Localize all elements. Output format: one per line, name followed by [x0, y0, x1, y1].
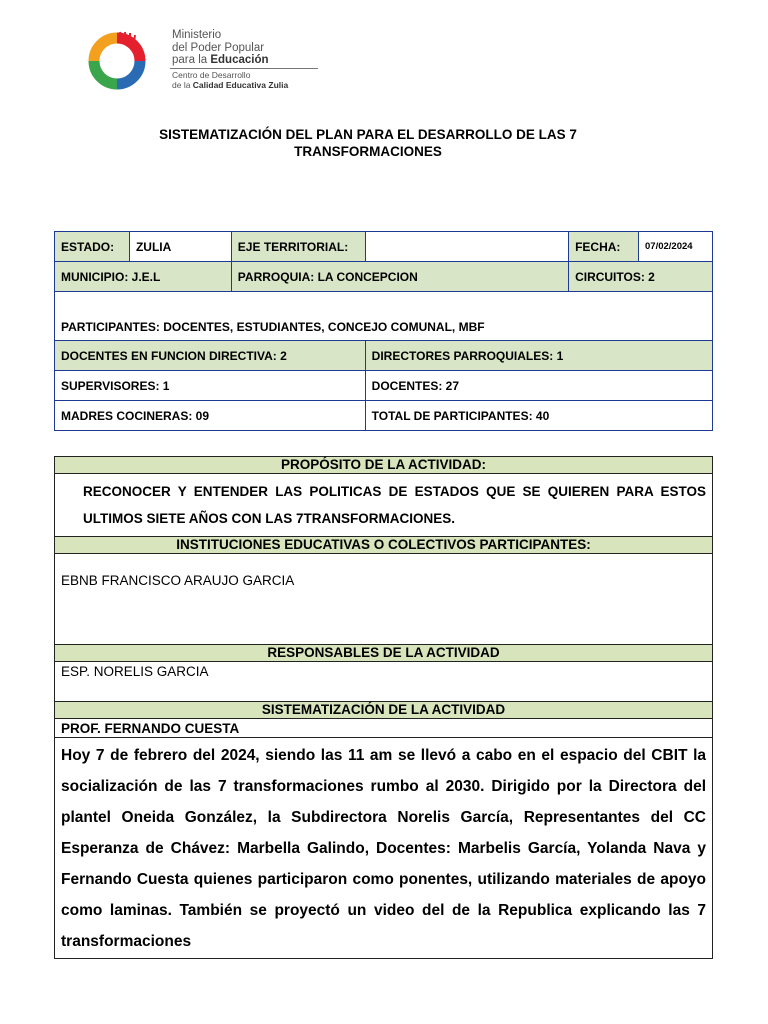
eje-label: EJE TERRITORIAL: [231, 232, 365, 262]
eje-value [365, 232, 568, 262]
logo-ring-icon [82, 30, 152, 92]
sistematizacion-author: PROF. FERNANDO CUESTA [55, 719, 713, 738]
responsables-text: ESP. NORELIS GARCIA [55, 662, 713, 702]
proposito-text: RECONOCER Y ENTENDER LAS POLITICAS DE ESTADOS QUE SE QUIEREN PARA ESTOS ULTIMOS SIETE AÑOS CON LAS 7TRANSFORMACIONES. [55, 474, 713, 537]
madres-cocineras: MADRES COCINERAS: 09 [55, 401, 366, 431]
info-table [54, 231, 713, 431]
logo-line-3: para la Educación [172, 54, 269, 66]
docentes: DOCENTES: 27 [365, 371, 712, 401]
instituciones-text: EBNB FRANCISCO ARAUJO GARCIA [55, 554, 713, 645]
total-participantes: TOTAL DE PARTICIPANTES: 40 [365, 401, 712, 431]
fecha-label: FECHA: [569, 232, 639, 262]
estado-value: ZULIA [129, 232, 231, 262]
logo-line-2: del Poder Popular [172, 41, 265, 54]
responsables-header: RESPONSABLES DE LA ACTIVIDAD [55, 645, 713, 662]
sistematizacion-header: SISTEMATIZACIÓN DE LA ACTIVIDAD [55, 702, 713, 719]
logo-line-1: Ministerio [172, 29, 222, 41]
activity-table [54, 456, 713, 959]
directores-parroquiales: DIRECTORES PARROQUIALES: 1 [365, 341, 712, 371]
sistematizacion-text: Hoy 7 de febrero del 2024, siendo las 11 am se llevó a cabo en el espacio del CBIT la socialización de las 7 transformaciones rumbo al 2030. Dirigido por la Directora del plantel Oneida González, la Subdirectora Norelis García, Representantes del CC Esperanza de Chávez: Marbella Galindo, Docentes: Marbelis García, Yolanda Nava y Fernando Cuesta quienes participaron como ponentes, utilizando materiales de apoyo como laminas. También se proyectó un video del de la Republica explicando las 7 transformaciones [55, 738, 713, 959]
parroquia: PARROQUIA: LA CONCEPCION [231, 262, 568, 292]
instituciones-header: INSTITUCIONES EDUCATIVAS O COLECTIVOS PARTICIPANTES: [55, 537, 713, 554]
logo-sub-2: de la Calidad Educativa Zulia [172, 79, 289, 90]
docentes-directiva: DOCENTES EN FUNCION DIRECTIVA: 2 [55, 341, 366, 371]
ministry-logo [82, 28, 322, 94]
fecha-value: 07/02/2024 [639, 232, 713, 262]
participantes: PARTICIPANTES: DOCENTES, ESTUDIANTES, CONCEJO COMUNAL, MBF [55, 292, 713, 341]
logo-sub-1: Centro de Desarrollo [172, 70, 251, 80]
supervisores: SUPERVISORES: 1 [55, 371, 366, 401]
logo-divider [170, 68, 318, 69]
document-title: SISTEMATIZACIÓN DEL PLAN PARA EL DESARROLLO DE LAS 7 TRANSFORMACIONES [159, 127, 577, 159]
estado-label: ESTADO: [55, 232, 130, 262]
municipio: MUNICIPIO: J.E.L [55, 262, 232, 292]
circuitos: CIRCUITOS: 2 [569, 262, 713, 292]
proposito-header: PROPÓSITO DE LA ACTIVIDAD: [55, 457, 713, 474]
